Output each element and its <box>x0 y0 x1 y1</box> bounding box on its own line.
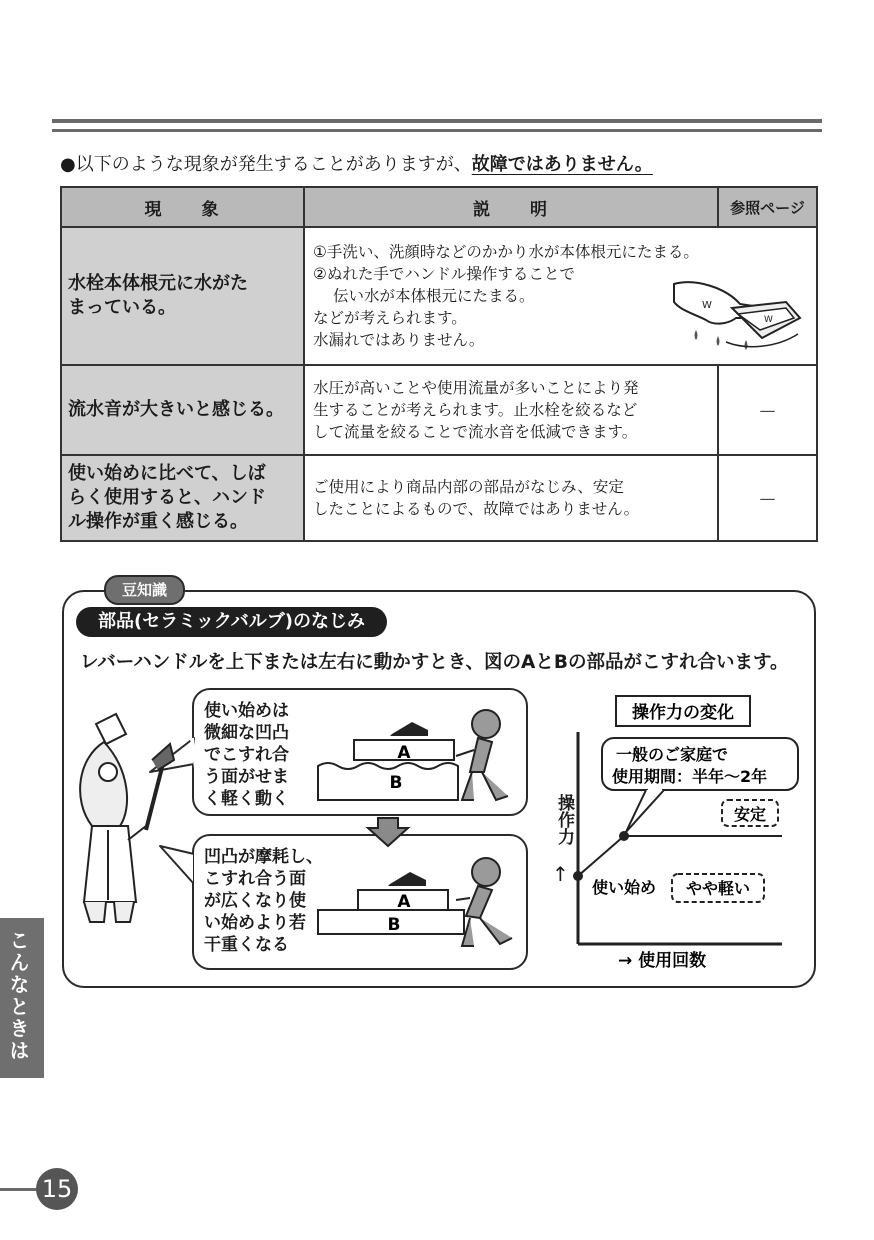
graph-y-label: 操作力 <box>554 794 574 845</box>
notice-text: 以下のような現象が発生することがありますが、 <box>75 154 472 175</box>
graph-callout-line2: 使用期間：半年〜2年 <box>612 767 768 786</box>
bullet-icon: ● <box>60 154 76 175</box>
bubble-new-text: 使い始めは 微細な凹凸 でこすれ合 う面がせま く軽く動く <box>204 701 289 809</box>
professor-icon <box>80 714 174 922</box>
section-side-tab <box>0 918 44 1078</box>
header-reference: 参照ページ <box>718 187 817 227</box>
notice-emphasis: 故障ではありません。 <box>471 154 653 175</box>
page-number: 15 <box>36 1168 78 1210</box>
svg-text:W: W <box>702 300 712 311</box>
reference-cell: — <box>718 455 817 541</box>
symptom-cell: 使い始めに比べて、しば らく使用すると、ハンド ル操作が重く感じる。 <box>61 455 304 541</box>
tips-tag: 豆知識 <box>104 575 185 605</box>
diagram-new-parts <box>318 722 458 800</box>
part-a-label-new: A <box>397 743 411 763</box>
symptom-cell: 水栓本体根元に水がた まっている。 <box>61 227 304 365</box>
part-b-label-new: B <box>389 773 403 793</box>
down-arrow-icon <box>368 818 408 846</box>
bubble-worn-tail <box>160 846 194 884</box>
graph-callout-line1: 一般のご家庭で <box>616 745 729 764</box>
symptom-cell: 流水音が大きいと感じる。 <box>61 365 304 455</box>
worker-pushing-icon <box>456 710 508 800</box>
graph-y-arrow: ↑ <box>552 862 569 886</box>
start-point <box>573 871 583 881</box>
tips-title: 部品(セラミックバルブ)のなじみ <box>76 607 387 637</box>
page-number-rule <box>0 1188 40 1191</box>
explanation-cell: ①手洗い、洗顔時などのかかり水が本体根元にたまる。 ②ぬれた手でハンドル操作することで 伝い水が本体根元にたまる。 などが考えられます。 水漏れではありません。 W W <box>304 227 817 365</box>
explanation-cell: ご使用により商品内部の部品がなじみ、安定 したことによるもので、故障ではありません。 <box>304 455 718 541</box>
graph-title: 操作力の変化 <box>632 703 734 723</box>
header-symptom: 現 象 <box>61 187 304 227</box>
bubble-worn-text: 凹凸が摩耗し、 こすれ合う面 が広くなり使 い始めより若 干重くなる <box>204 847 323 955</box>
graph-stable-label: 安定 <box>733 805 767 824</box>
stable-point <box>619 831 629 841</box>
graph-x-label: → 使用回数 <box>618 951 707 971</box>
part-b-label-worn: B <box>387 915 401 935</box>
reference-cell: — <box>718 365 817 455</box>
graph-start-tag: やや軽い <box>685 879 751 898</box>
side-tab-label: こんなときは <box>6 930 30 1062</box>
graph-start-label: 使い始め <box>592 878 657 897</box>
tips-lead: レバーハンドルを上下または左右に動かすとき、図のAとBの部品がこすれ合います。 <box>80 652 789 673</box>
part-a-label-worn: A <box>397 892 411 912</box>
header-explanation: 説 明 <box>304 187 718 227</box>
svg-text:W: W <box>764 315 773 325</box>
explanation-cell: 水圧が高いことや使用流量が多いことにより発 生することが考えられます。止水栓を絞るなど して流量を絞ることで流水音を低減できます。 <box>304 365 718 455</box>
